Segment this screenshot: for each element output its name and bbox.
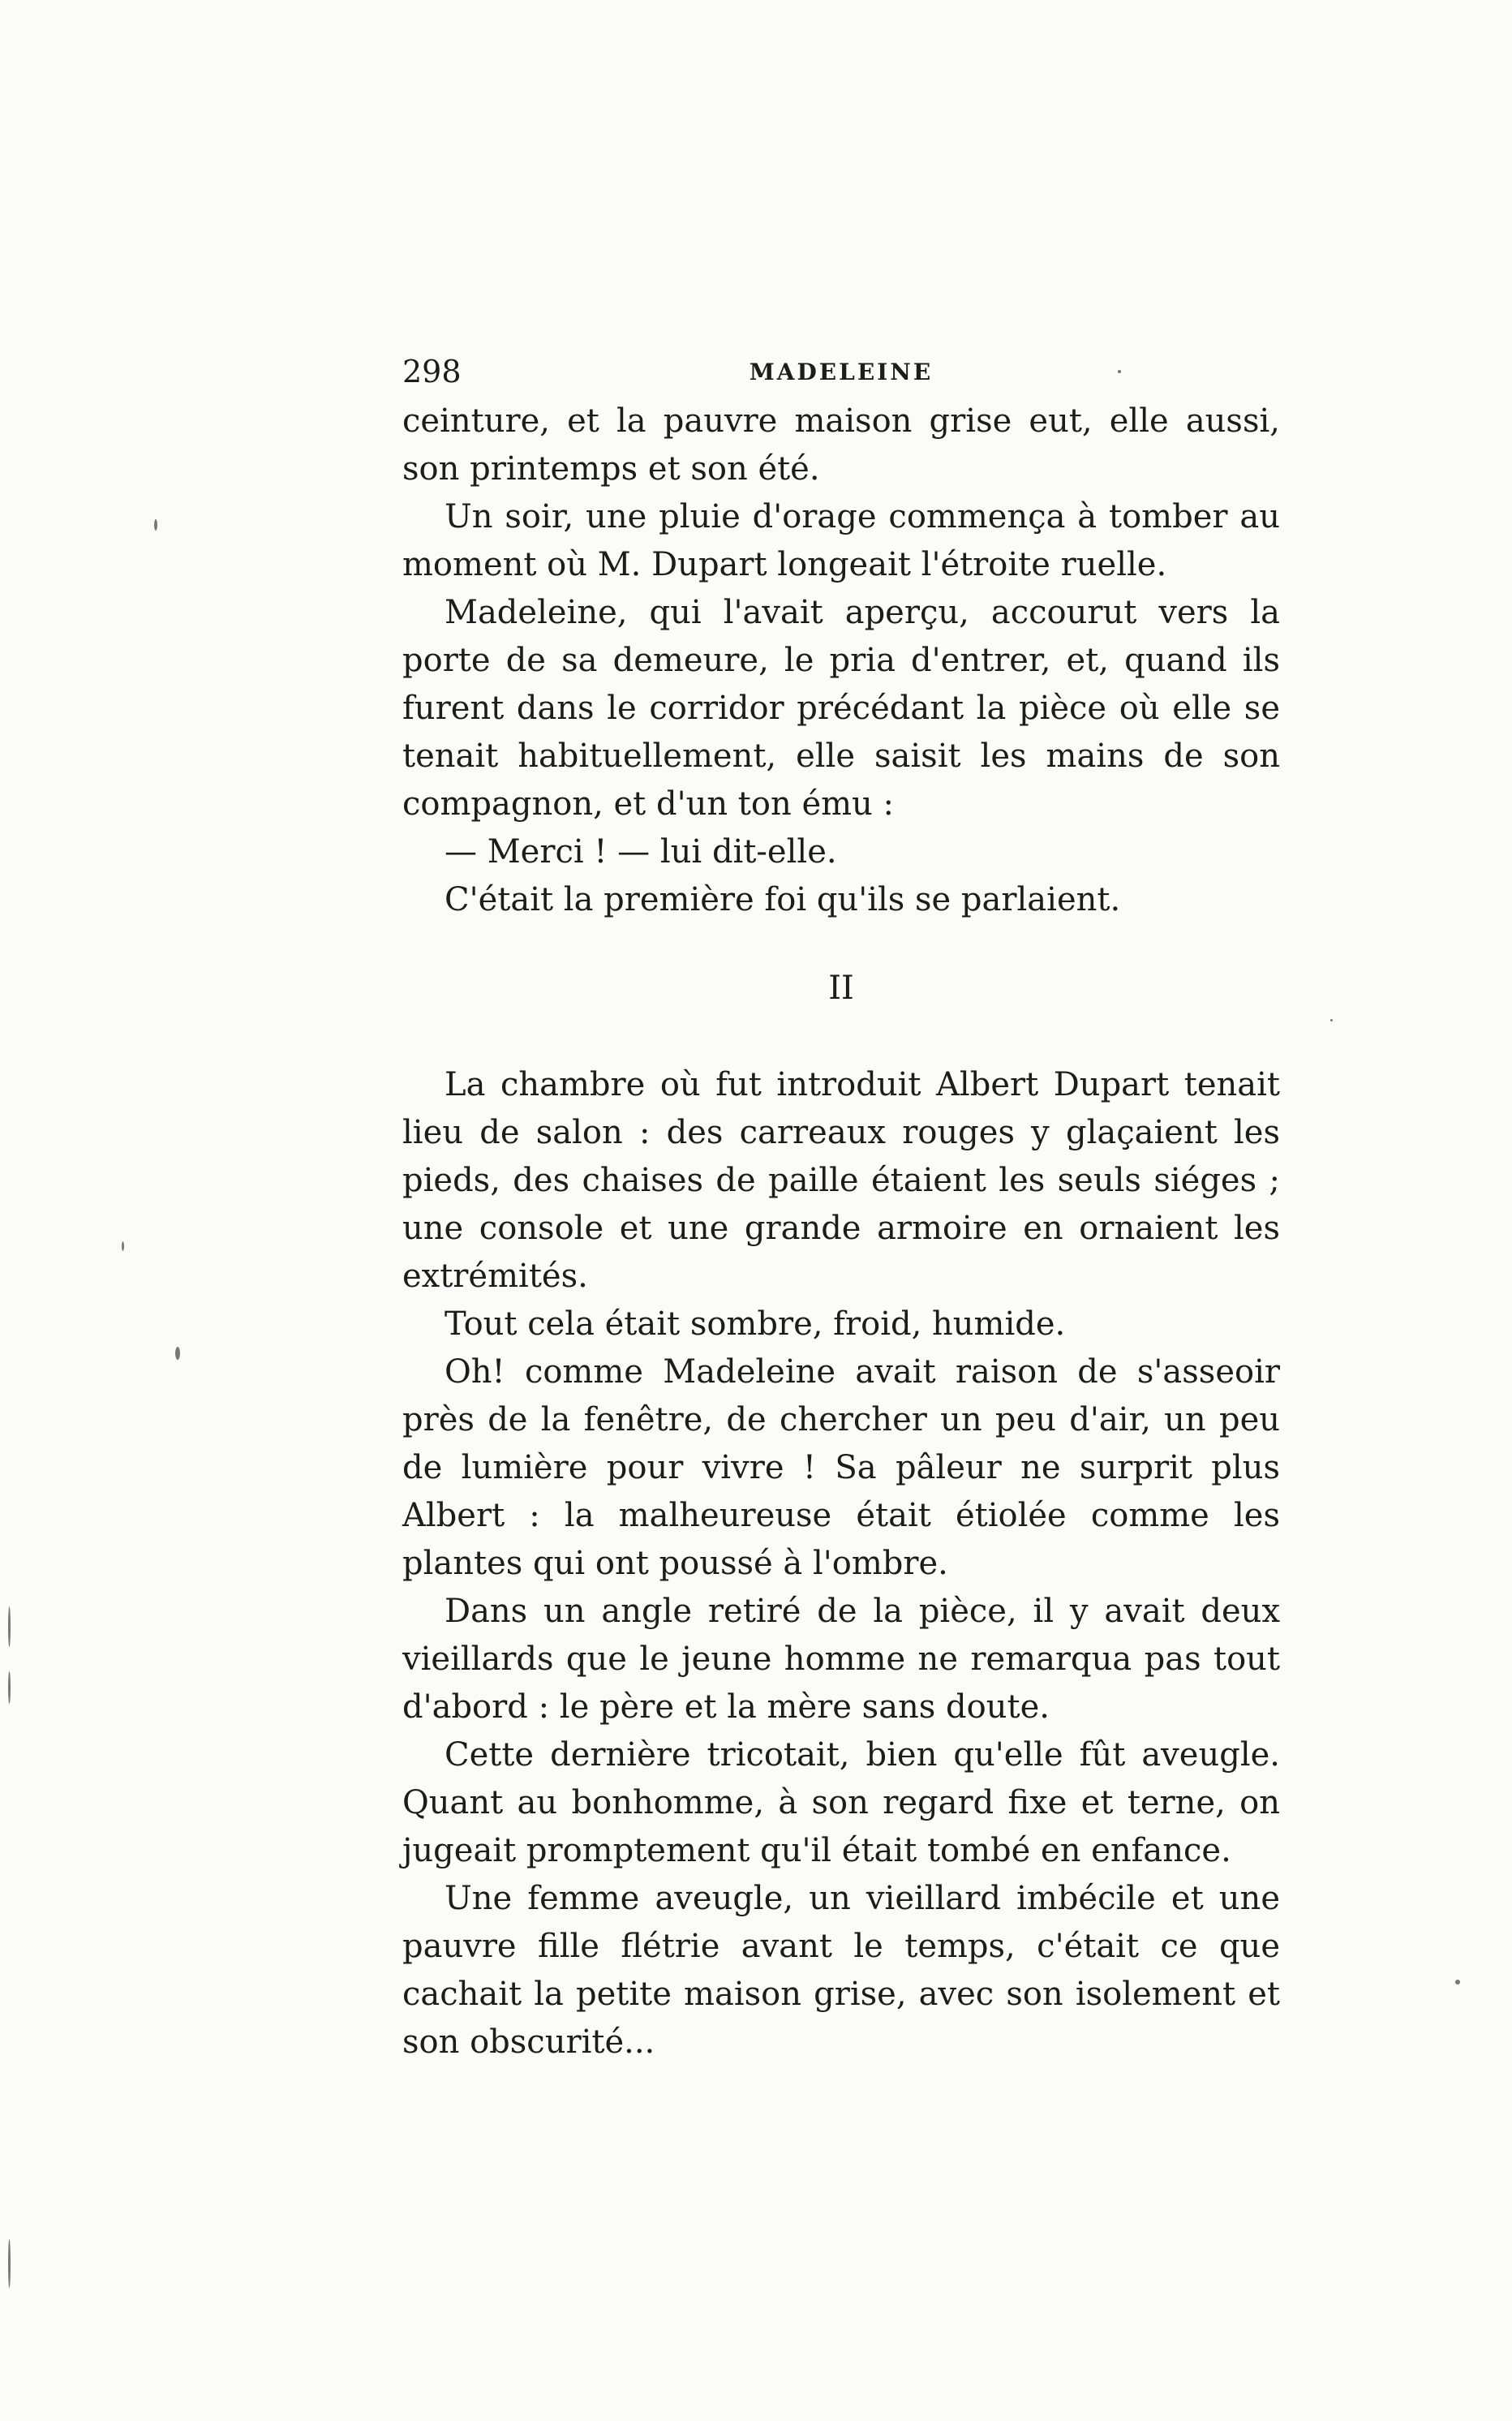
scan-speck [8, 1671, 11, 1704]
paragraph: Cette dernière tricotait, bien qu'elle fût aveugle. Quant au bonhomme, à son regard fixe et terne, on jugeait promptement qu'il était tombé en enfance. [402, 1736, 1280, 1869]
page-number: 298 [402, 354, 462, 389]
paragraph: C'était la première foi qu'ils se parlaient. [445, 881, 1121, 918]
scan-speck [8, 2239, 11, 2288]
paragraph: La chambre où fut introduit Albert Dupart tenait lieu de salon : des carreaux rouges y glaçaient les pieds, des chaises de paille étaient les seuls siéges ; une console et une grande armoire en ornaient les extrémités. [402, 1066, 1280, 1295]
page-body [402, 398, 1280, 2066]
scan-speck [122, 1241, 124, 1251]
section-heading: II [828, 970, 854, 1007]
running-title: MADELEINE [749, 359, 934, 385]
paragraph: Dans un angle retiré de la pièce, il y avait deux vieillards que le jeune homme ne remarqua pas tout d'abord : le père et la mère sans doute. [402, 1593, 1280, 1726]
paragraph: Oh! comme Madeleine avait raison de s'asseoir près de la fenêtre, de chercher un peu d'air, un peu de lumière pour vivre ! Sa pâleur ne surprit plus Albert : la malheureuse était étiolée comme les plantes qui ont poussé à l'ombre. [402, 1353, 1280, 1582]
scan-speck [1330, 1019, 1333, 1021]
paragraph: Tout cela était sombre, froid, humide. [445, 1305, 1066, 1343]
scan-speck [154, 519, 157, 531]
scan-speck [175, 1347, 180, 1360]
scan-speck [1455, 1980, 1460, 1985]
dialogue-line: — Merci ! — lui dit-elle. [445, 833, 837, 871]
paragraph: Madeleine, qui l'avait aperçu, accourut vers la porte de sa demeure, le pria d'entrer, et, quand ils furent dans le corridor précédant la pièce où elle se tenait habituellement, elle saisit les mains de son compagnon, et d'un ton ému : [402, 594, 1280, 823]
paragraph: ceinture, et la pauvre maison grise eut, elle aussi, son printemps et son été. [402, 402, 1280, 488]
scan-speck [8, 1606, 11, 1647]
page-header [402, 354, 1280, 402]
paragraph: Un soir, une pluie d'orage commença à tomber au moment où M. Dupart longeait l'étroite ruelle. [402, 498, 1280, 583]
scan-speck [1118, 370, 1121, 373]
paragraph: Une femme aveugle, un vieillard imbécile et une pauvre fille flétrie avant le temps, c'était ce que cachait la petite maison grise, avec son isolement et son obscurité... [402, 1880, 1280, 2061]
